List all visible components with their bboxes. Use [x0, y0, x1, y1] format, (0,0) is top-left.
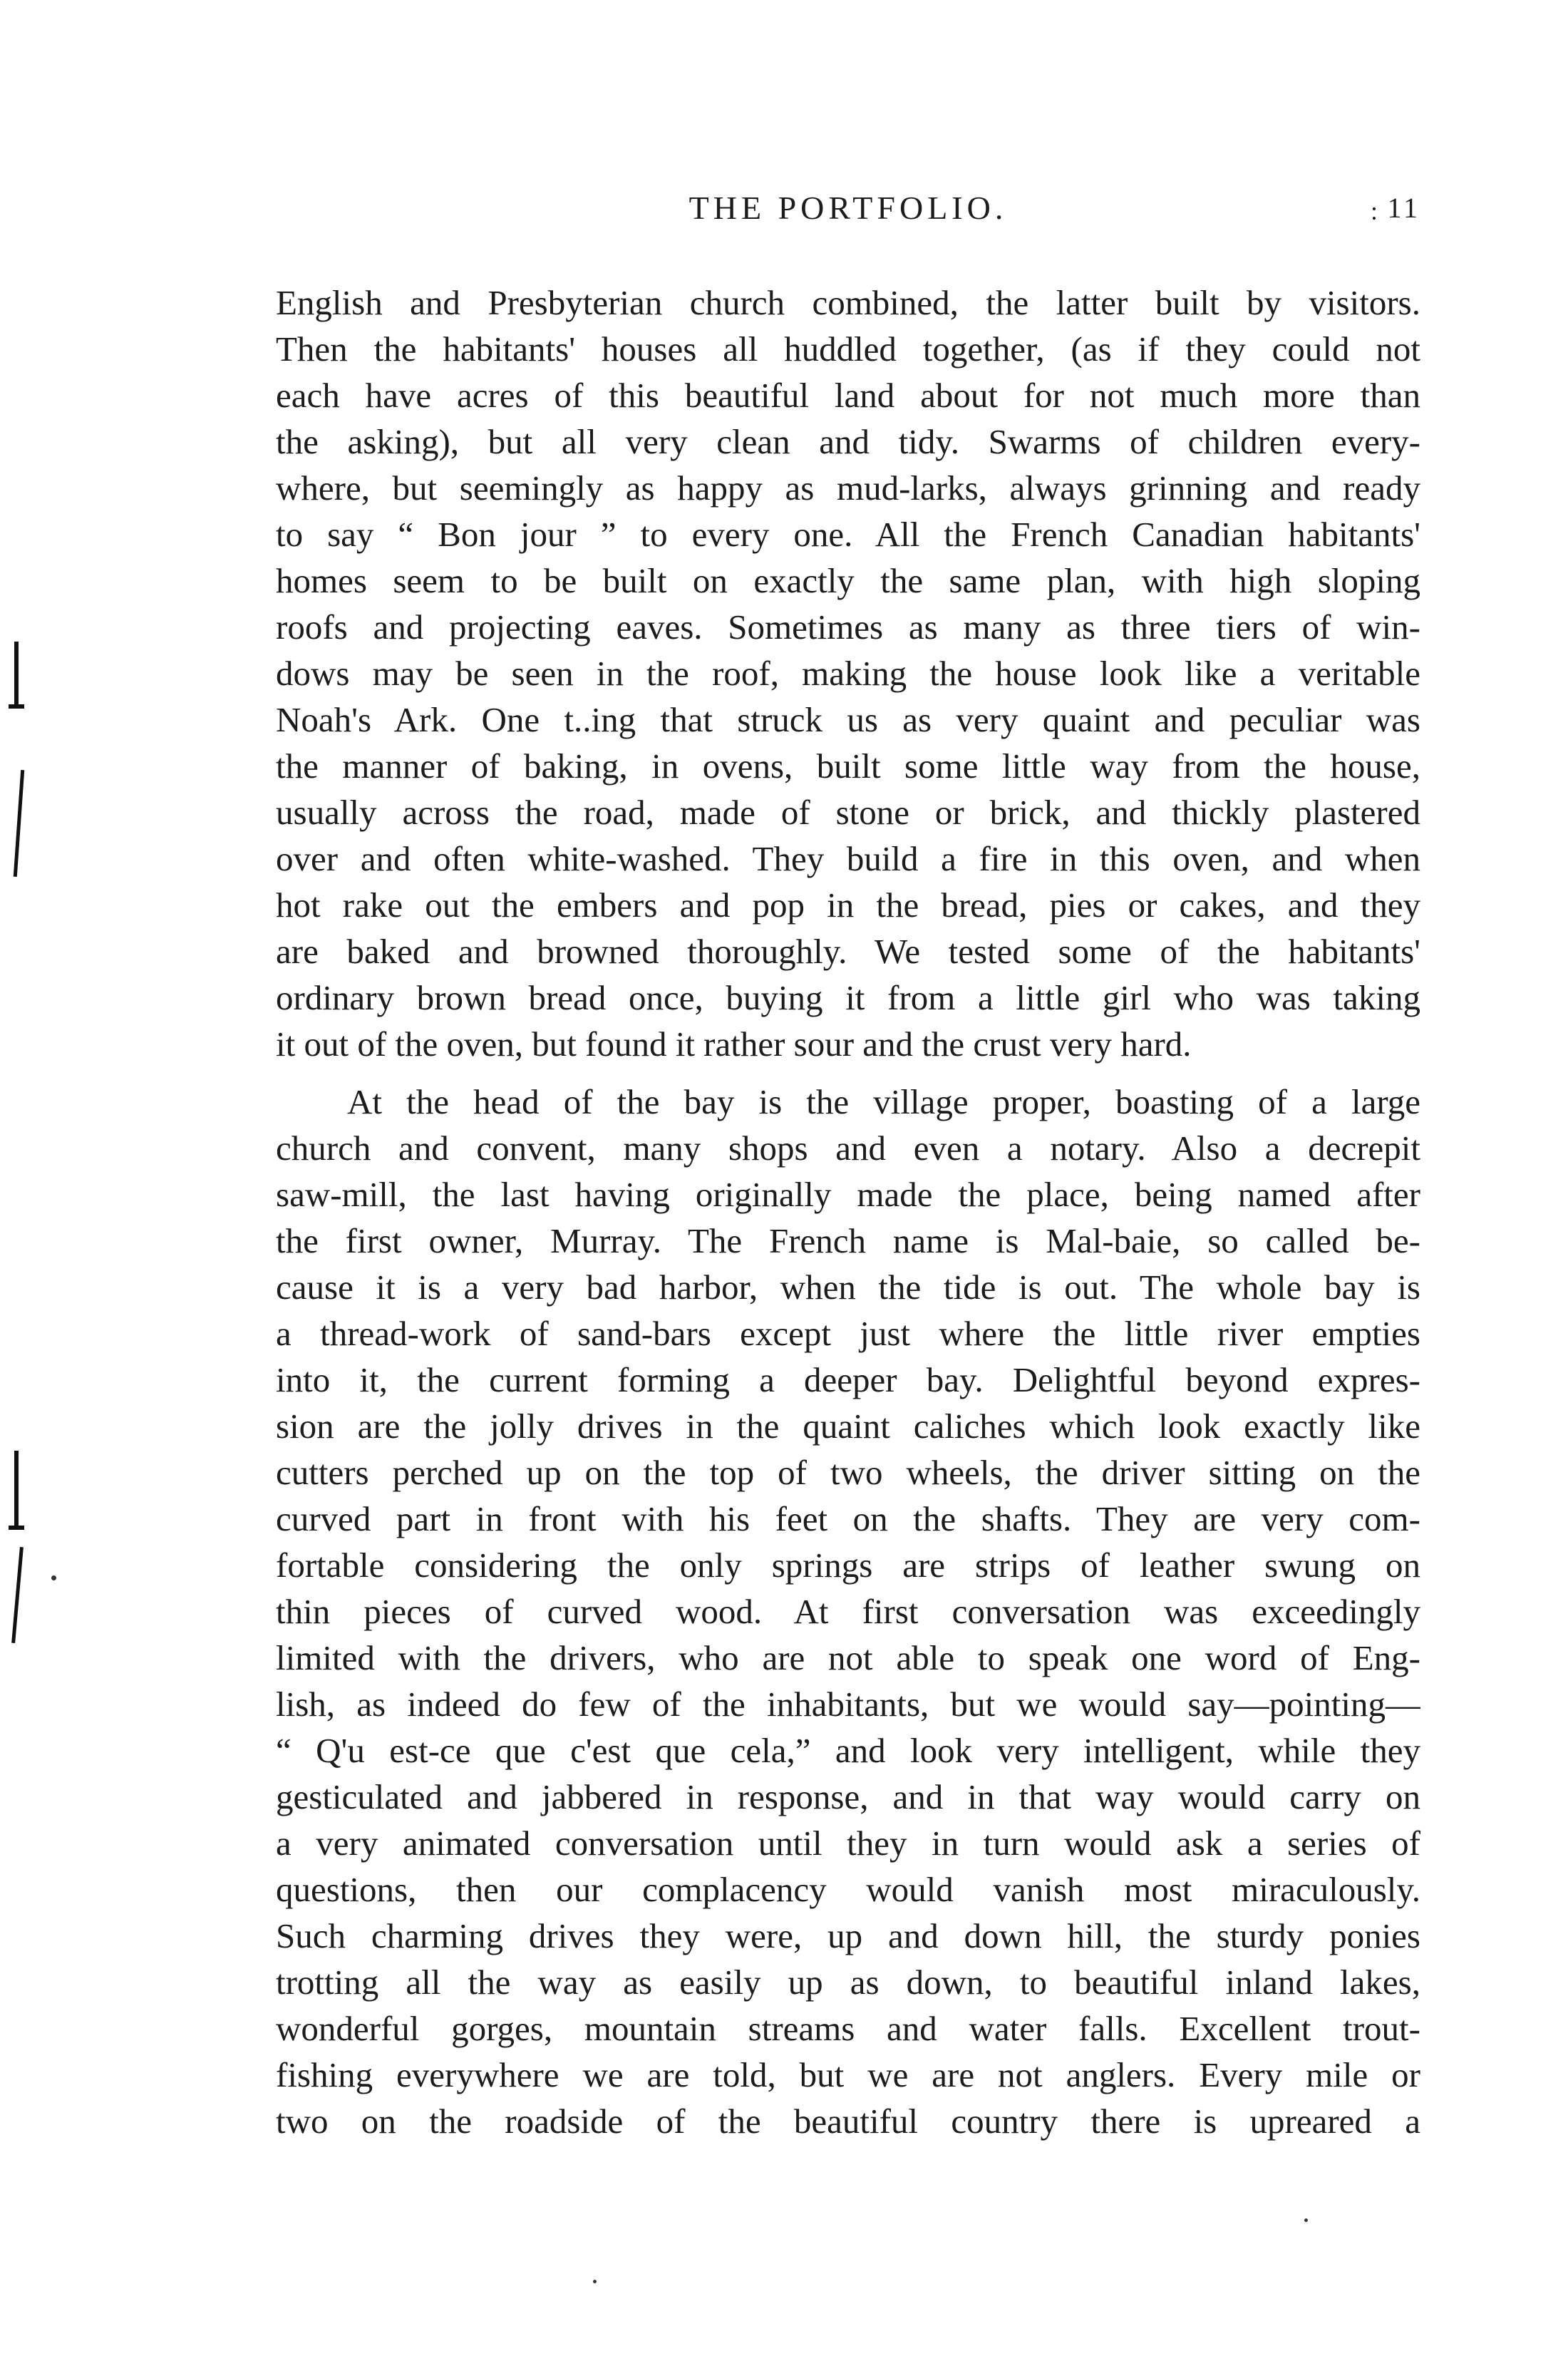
running-head: [276, 187, 1420, 230]
text-line: wonderful gorges, mountain streams and water falls. Excellent trout-: [276, 2009, 1420, 2048]
text-line: where, but seemingly as happy as mud-larks, always grinning and ready: [276, 468, 1420, 508]
text-line: fortable considering the only springs are strips of leather swung on: [276, 1546, 1420, 1585]
text-line: lish, as indeed do few of the inhabitants, but we would say—pointing—: [276, 1685, 1420, 1724]
text-line: cutters perched up on the top of two wheels, the driver sitting on the: [276, 1453, 1420, 1492]
text-line: thin pieces of curved wood. At first conversation was exceedingly: [276, 1592, 1420, 1631]
text-line: into it, the current forming a deeper bay. Delightful beyond expres-: [276, 1360, 1420, 1399]
text-line: it out of the oven, but found it rather sour and the crust very hard.: [276, 1024, 1192, 1064]
text-line: are baked and browned thoroughly. We tested some of the habitants': [276, 932, 1420, 971]
paragraph-1: [276, 279, 1420, 1067]
text-line: dows may be seen in the roof, making the house look like a veritable: [276, 654, 1420, 693]
running-title: THE PORTFOLIO.: [688, 190, 1008, 226]
text-line: cause it is a very bad harbor, when the tide is out. The whole bay is: [276, 1267, 1420, 1307]
text-line: roofs and projecting eaves. Sometimes as many as three tiers of win-: [276, 607, 1420, 647]
text-line: sion are the jolly drives in the quaint caliches which look exactly like: [276, 1406, 1420, 1446]
text-line: At the head of the bay is the village proper, boasting of a large: [347, 1082, 1420, 1121]
text-line: trotting all the way as easily up as down, to beautiful inland lakes,: [276, 1963, 1420, 2002]
page-number: 11: [1387, 192, 1420, 224]
text-line: a thread-work of sand-bars except just where the little river empties: [276, 1314, 1420, 1353]
text-line: the asking), but all very clean and tidy. Swarms of children every-: [276, 422, 1420, 461]
paragraph-gap: [276, 1067, 1420, 1079]
text-line: the manner of baking, in ovens, built some little way from the house,: [276, 746, 1420, 786]
text-line: questions, then our complacency would vanish most miraculously.: [276, 1870, 1420, 1909]
text-line: “ Q'u est-ce que c'est que cela,” and look very intelligent, while they: [276, 1731, 1420, 1770]
text-line: curved part in front with his feet on the shafts. They are very com-: [276, 1499, 1420, 1538]
header-colon: :: [1370, 197, 1378, 225]
text-line: gesticulated and jabbered in response, and in that way would carry on: [276, 1777, 1420, 1816]
scan-speck: [1304, 2218, 1308, 2222]
text-line: ordinary brown bread once, buying it from a little girl who was taking: [276, 978, 1420, 1017]
text-line: two on the roadside of the beautiful country there is upreared a: [276, 2102, 1420, 2141]
text-line: each have acres of this beautiful land about for not much more than: [276, 376, 1420, 415]
text-line: English and Presbyterian church combined, the latter built by visitors.: [276, 283, 1420, 322]
text-line: a very animated conversation until they in turn would ask a series of: [276, 1824, 1420, 1863]
scan-speck: [593, 2280, 597, 2283]
text-line: to say “ Bon jour ” to every one. All the French Canadian habitants': [276, 515, 1420, 554]
text-line: limited with the drivers, who are not able to speak one word of Eng-: [276, 1638, 1420, 1677]
text-line: Then the habitants' houses all huddled together, (as if they could not: [276, 329, 1420, 369]
text-line: church and convent, many shops and even a notary. Also a decrepit: [276, 1128, 1420, 1168]
text-line: fishing everywhere we are told, but we are not anglers. Every mile or: [276, 2055, 1420, 2094]
text-line: usually across the road, made of stone or brick, and thickly plastered: [276, 793, 1420, 832]
text-line: homes seem to be built on exactly the same plan, with high sloping: [276, 561, 1420, 600]
text-line: the first owner, Murray. The French name is Mal-baie, so called be-: [276, 1221, 1420, 1260]
text-line: hot rake out the embers and pop in the bread, pies or cakes, and they: [276, 885, 1420, 925]
text-line: saw-mill, the last having originally made the place, being named after: [276, 1175, 1420, 1214]
text-line: Noah's Ark. One t..ing that struck us as very quaint and peculiar was: [276, 700, 1420, 739]
body-text: [276, 279, 1420, 2144]
paragraph-2: [276, 1079, 1420, 2144]
text-line: over and often white-washed. They build a fire in this oven, and when: [276, 839, 1420, 878]
text-line: Such charming drives they were, up and down hill, the sturdy ponies: [276, 1916, 1420, 1955]
